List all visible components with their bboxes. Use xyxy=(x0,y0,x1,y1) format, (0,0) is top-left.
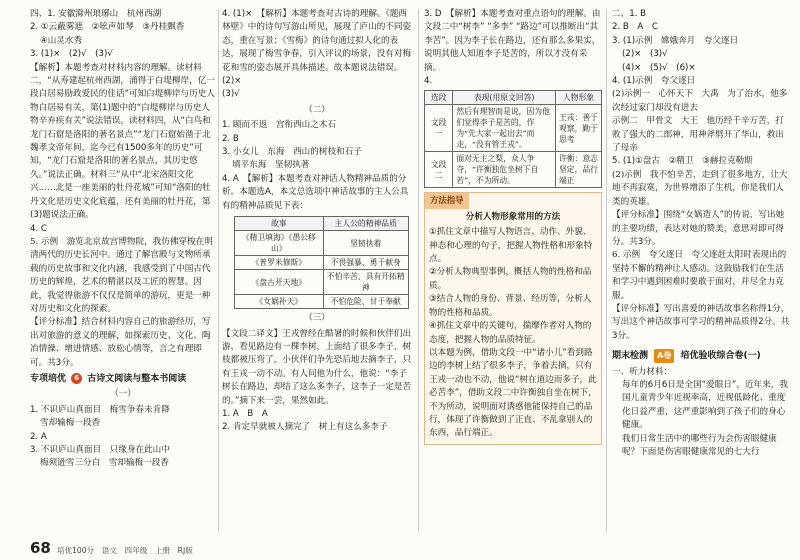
table-cell: 坚韧执着 xyxy=(323,231,408,256)
myth-table xyxy=(234,216,409,309)
analysis-text: 4. (1)× 【解析】本题考查对古诗的理解。《题西林壁》中的诗句写游山所见，展现了庐山的不同姿态，重在写景；《雪梅》的诗句通过拟人化的表达，展现了梅雪争春，引入评议的场景，没有对梅花和雪的姿态展开具体描述。故本题说法错误。 xyxy=(222,9,412,73)
column-2 xyxy=(222,8,412,534)
table-cell: 《盘古开天地》 xyxy=(235,270,324,295)
table-cell: 文段二 xyxy=(425,152,453,188)
answer-line: 5. (1)①盘古 ②精卫 ③赫拉克勒斯 xyxy=(612,156,753,167)
column-divider xyxy=(606,10,607,532)
sample-answer: (2)示例一 心怀天下 大禹 为了治水，他多次经过家门却没有进去 xyxy=(612,89,788,113)
section-label: 专项培优 xyxy=(30,373,67,384)
table-row xyxy=(425,105,602,152)
answer-line: 二、1. B xyxy=(612,9,647,19)
answer-line: 四、1. 安徽滁州琅琊山 杭州西湖 xyxy=(30,9,162,19)
exam-badge: A卷 xyxy=(654,349,674,362)
section-number: 6 xyxy=(71,373,82,384)
analysis-text: 3. D 【解析】本题考查对重点语句的理解。由文段二中“树李” “多李” “路边”可以推断出“其李苦”。因为李子长在路边，还有那么多果实，说明其他人知道李子是苦的，所以才没有采摘。 xyxy=(424,9,601,73)
answer-line: 2. B xyxy=(222,133,239,144)
sub-heading: （一） xyxy=(110,389,136,400)
answer-line: 4. xyxy=(424,76,433,87)
answer-line: 2. 肯定早就被人摘完了 树上有这么多李子 xyxy=(222,422,388,433)
answer-line: 3. 小女儿 东海 西山的树枝和石子 xyxy=(222,147,362,158)
answer-line: 3. 不识庐山真面目 只缘身在此山中 xyxy=(30,445,170,455)
answer-line: 3. (1)示例 嫦娥奔月 夸父逐日 xyxy=(612,35,739,46)
answer-line: (2)× (3)√ xyxy=(622,49,668,60)
answer-line: 3. (1)× (2)√ (3)√ xyxy=(30,49,113,60)
sub-heading: （三） xyxy=(304,313,330,324)
answer-line: ④山灵水秀 xyxy=(40,35,83,46)
scoring-standard: 【评分标准】结合材料内容自己的旅游经历，写出对旅游的意义的理解，如探索历史、文化、陶冶情操、增进情感、放松心情等，言之有理即可。共3分。 xyxy=(30,317,211,368)
table-row xyxy=(235,295,409,309)
page-footer xyxy=(30,540,193,556)
answer-line: (2)× xyxy=(222,76,242,87)
answer-line: 1. 不识庐山真面目 梅雪争春未肯降 xyxy=(30,404,170,415)
listening-text: 我们日常生活中的哪些行为会伤害眼健康呢？下面是伤害眼健康常见的七大行 xyxy=(622,433,777,457)
table-header: 主人公的精神品质 xyxy=(323,217,408,231)
sample-answer: 6. 示例 夸父逐日 夸父逐赶太阳时表现出的坚持不懈的精神让人感动。这鼓励我们在生活和学习中遇到困难时要敢于面对，并尽全力克服。 xyxy=(612,250,787,301)
sub-heading: （二） xyxy=(304,104,330,115)
table-header: 选段 xyxy=(425,91,453,105)
method-guide-title: 方法指导 xyxy=(425,193,469,208)
column-3 xyxy=(424,8,602,534)
answer-line: 填平东海 坚韧执著 xyxy=(232,160,310,171)
method-item: ①抓住文章中描写人物语言、动作、外貌、神态和心理的句子，把握人物性格和形象特点。 xyxy=(429,227,593,265)
answer-line: (4)× (5)√ (6)× xyxy=(622,62,696,73)
table-cell: 文段一 xyxy=(425,105,453,152)
analysis-text: 4. A 【解析】本题考查对神话人物精神品质的分析。本题选A，本文总选项中神话故事的主人公具有的精神品质见下表： xyxy=(222,173,409,211)
table-cell: 不畏强暴、勇于献身 xyxy=(323,256,408,270)
answer-line: 2. A xyxy=(30,431,47,442)
section-title: 古诗文阅读与整本书阅读 xyxy=(87,373,187,384)
table-cell: 面对无主之梨，众人争夺，“许衡独危坐树下自若”，不为所动。 xyxy=(453,152,556,188)
page-number: 68 xyxy=(30,539,51,557)
table-header: 人物形象 xyxy=(555,91,601,105)
answer-line: 4. C xyxy=(30,223,47,234)
exam-title: 期末检测 xyxy=(612,351,649,362)
method-guide-heading: 分析人物形象常用的方法 xyxy=(465,211,561,222)
sample-answer: (2)示例 我不怕辛苦，走到了很多地方，让大地不再寂寞，为世界增添了生机，你是我们人类的英雄。 xyxy=(612,169,788,207)
table-cell: 《女娲补天》 xyxy=(235,295,324,309)
table-row xyxy=(235,256,409,270)
answer-line: 4. (1)示例 夸父逐日 xyxy=(612,76,696,87)
method-item: ②分析人物典型事例，概括人物的性格和品质。 xyxy=(429,267,592,291)
answer-line: 2. B A C xyxy=(612,22,658,33)
exam-subtitle: 培优验收综合卷(一) xyxy=(680,351,761,362)
table-header: 表现(用原文回答) xyxy=(453,91,556,105)
answer-line: 2. ①云蔽雾遮 ②吆声如琴 ③丹桂飘香 xyxy=(30,22,185,33)
section-heading xyxy=(30,373,216,386)
scoring-standard: 【评分标准】围绕“女娲造人”的传说，写出她的主要功绩，表达对她的赞美，意思对即可得分。共3分。 xyxy=(612,210,785,247)
listening-text: 每年的6月6日是全国“爱眼日”。近年来，我国儿童青少年近视率高，近视低龄化、重度化日益严重，这严重影响到了孩子们的身心健康。 xyxy=(622,379,788,431)
answer-line: 雪却输梅一段香 xyxy=(40,418,101,429)
table-row xyxy=(235,231,409,256)
analysis-text: 【解析】本题考查对材料内容的理解。读材料二，“从寿建起杭州西湖，涌得于白堤柳岸，亿一段白居易励政爱民的佳话”可知白堤柳岸与历史人物白居易有关，第(1)题中的“白堤柳岸与历史人物辛弃疾有关”说法错误。读材料四，从“白鸟和龙门石窟是洛阳的著名景点”“龙门石窟始凿于北魏孝文帝年间，迄今已有1500多年的历史”可知，“龙门石窟是洛阳的著名景点，其历史悠久。”说法正确。材料三“从中“北宋洛阳文化兴……北是一座美丽的牡丹花城”可知“洛阳的牡丹文化是历史文化底蕴，还有美丽的牡丹花，第(3)题说法正确。 xyxy=(30,62,215,221)
answer-line: 1. 顾而不返 宫衔西山之木石 xyxy=(222,120,337,131)
column-divider xyxy=(418,10,419,532)
answer-line: (3)√ xyxy=(222,89,240,100)
column-1 xyxy=(30,8,216,534)
column-divider xyxy=(218,10,219,532)
method-example: 以本题为例，借助文段一中“诸小儿”看到路边的李树上结了很多李子，争着去摘，只有王戎一动也不动，他说“树在道边而多子，此必苦李”，借助文段二中许衡独自坐在树下，不为所动，说明面对诱惑他能保持自己的品行，体现了许衡做到了正直、不乱拿别人的东西，品行端正。 xyxy=(429,347,597,439)
table-header: 故事 xyxy=(235,217,324,231)
table-cell: 不怕危险、甘于奉献 xyxy=(323,295,408,309)
sample-answer: 5. 示例 游览北京故宫博物院，我仿佛穿梭在明清两代的历史长河中。通过了解宫殿与文物所承载的历史故事和文化内涵，我感受到了中国古代历史的辉煌，艺术的精湛以及工匠的智慧。因此，我觉得旅游不仅仅是简单的游玩，更是一种对历史和文化的探索。 xyxy=(30,236,213,314)
answer-line: 梅须逊雪三分白 雪却输梅一段香 xyxy=(40,458,169,469)
table-row xyxy=(425,152,602,188)
table-cell: 王戎：善于观察，勤于思考 xyxy=(555,105,601,152)
column-4 xyxy=(612,8,792,534)
character-table xyxy=(424,90,602,188)
translation-text: 【文段二译文】王戎曾经在酷暑的时候和伙伴们出游，看见路边有一棵李树，上面结了很多李子，树枝都被压弯了，小伙伴们争先恐后地去摘李子，只有王戎一动不动。有人问他为什么，他说：“李子树长在路边，却结了这么多李子，这李子一定是苦的。”摘下来一尝，果然如此。 xyxy=(222,328,412,406)
table-row xyxy=(235,270,409,295)
table-cell: 《精卫填海》《愚公移山》 xyxy=(235,231,324,256)
table-cell: 然后有理智而是说，因为他们觉得李子是苦的，作为“先大家一起出去”而走，“没有管王戎”。 xyxy=(453,105,556,152)
answer-line: 1. A B A xyxy=(222,408,268,419)
table-cell: 许衡：意志坚定，品行端正 xyxy=(555,152,601,188)
table-cell: 《普罗米修斯》 xyxy=(235,256,324,270)
table-cell: 不怕辛苦、具有开拓精神 xyxy=(323,270,408,295)
method-item: ③结合人物的身份、背景、经历等，分析人物的性格和品质。 xyxy=(429,294,592,318)
answer-line: 一、听力材料： xyxy=(612,366,673,377)
method-guide-box xyxy=(424,192,602,444)
footer-text: 培优100分 语文 四年级 上册 RJ版 xyxy=(56,546,193,555)
exam-heading xyxy=(612,349,792,363)
method-item: ④抓住文章中的关键句，揣摩作者对人物的态度，把握人物的品质特征。 xyxy=(429,321,592,345)
sample-answer: 示例二 甲骨文 大王 他历经千辛万苦，打败了强大的二郎神，用神斧劈开了华山，救出了母亲 xyxy=(612,116,784,154)
scoring-standard: 【评分标准】写出喜爱的神话故事名称得1分，写出这个神话故事可学习的精神品质得2分。共3分。 xyxy=(612,303,790,341)
